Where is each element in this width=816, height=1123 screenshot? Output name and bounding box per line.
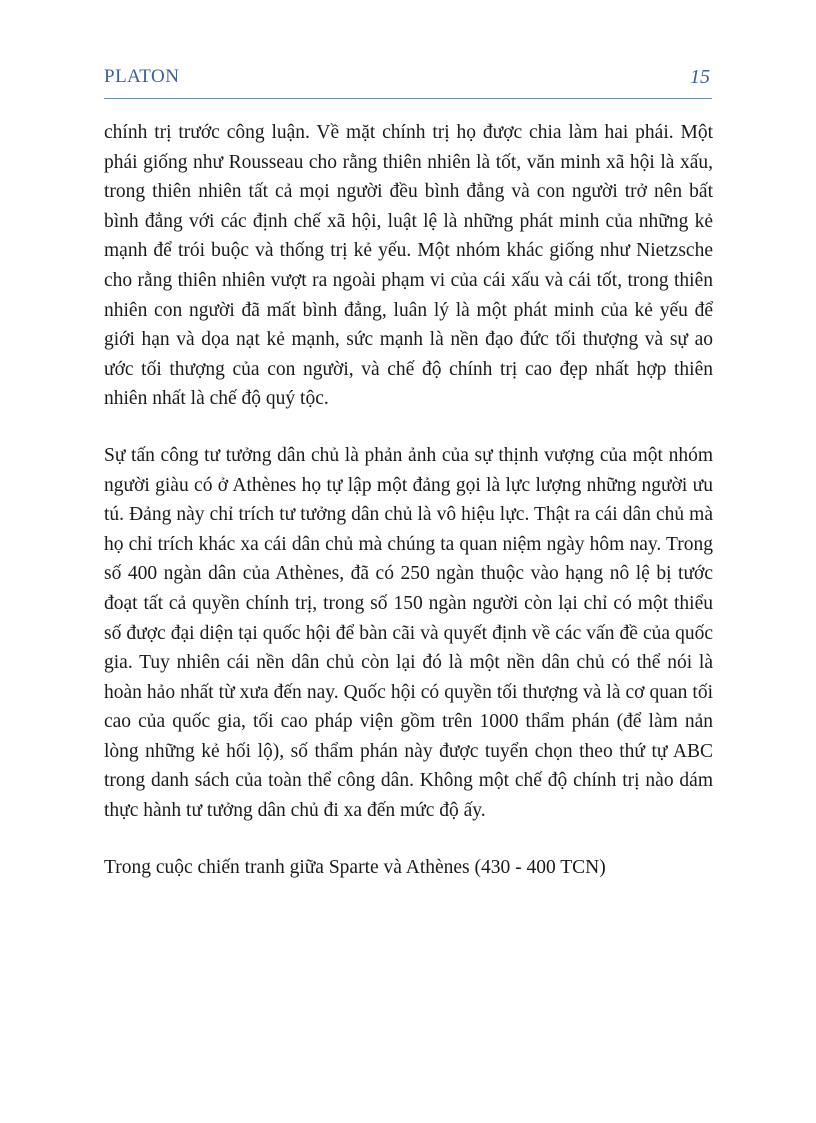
paragraph-1: chính trị trước công luận. Về mặt chính trị họ được chia làm hai phái. Một phái giống như Rousseau cho rằng thiên nhiên là tốt, văn minh xã hội là xấu, trong thiên nhiên tất cả mọi người đều bình đẳng và con người trở nên bất bình đẳng với các định chế xã hội, luật lệ là những phát minh của những kẻ mạnh để trói buộc và thống trị kẻ yếu. Một nhóm khác giống như Nietzsche cho rằng thiên nhiên vượt ra ngoài phạm vi của cái xấu và cái tốt, trong thiên nhiên con người đã mất bình đẳng, luân lý là một phát minh của kẻ yếu để giới hạn và dọa nạt kẻ mạnh, sức mạnh là nền đạo đức tối thượng và sự ao ước tối thượng của con người, và chế độ chính trị cao đẹp nhất hợp thiên nhiên nhất là chế độ quý tộc.: [104, 122, 713, 410]
body-text: [104, 118, 713, 882]
page-header: [104, 62, 712, 99]
running-header-title: PLATON: [104, 66, 180, 87]
paragraph-3: Trong cuộc chiến tranh giữa Sparte và Athènes (430 - 400 TCN): [104, 856, 606, 878]
page-number: 15: [690, 66, 710, 88]
paragraph-2: Sự tấn công tư tưởng dân chủ là phản ảnh của sự thịnh vượng của một nhóm người giàu có ở Athènes họ tự lập một đảng gọi là lực lượng những người ưu tú. Đảng này chỉ trích tư tưởng dân chủ là vô hiệu lực. Thật ra cái dân chủ mà họ chỉ trích khác xa cái dân chủ mà chúng ta quan niệm ngày hôm nay. Trong số 400 ngàn dân của Athènes, đã có 250 ngàn thuộc vào hạng nô lệ bị tước đoạt tất cả quyền chính trị, trong số 150 ngàn người còn lại chỉ có một thiểu số được đại diện tại quốc hội để bàn cãi và quyết định về các vấn đề của quốc gia. Tuy nhiên cái nền dân chủ còn lại đó là một nền dân chủ có thể nói là hoàn hảo nhất từ xưa đến nay. Quốc hội có quyền tối thượng và là cơ quan tối cao của quốc gia, tối cao pháp viện gồm trên 1000 thẩm phán (để làm nản lòng những kẻ hối lộ), số thẩm phán này được tuyển chọn theo thứ tự ABC trong danh sách của toàn thể công dân. Không một chế độ chính trị nào dám thực hành tư tưởng dân chủ đi xa đến mức độ ấy.: [104, 444, 713, 822]
